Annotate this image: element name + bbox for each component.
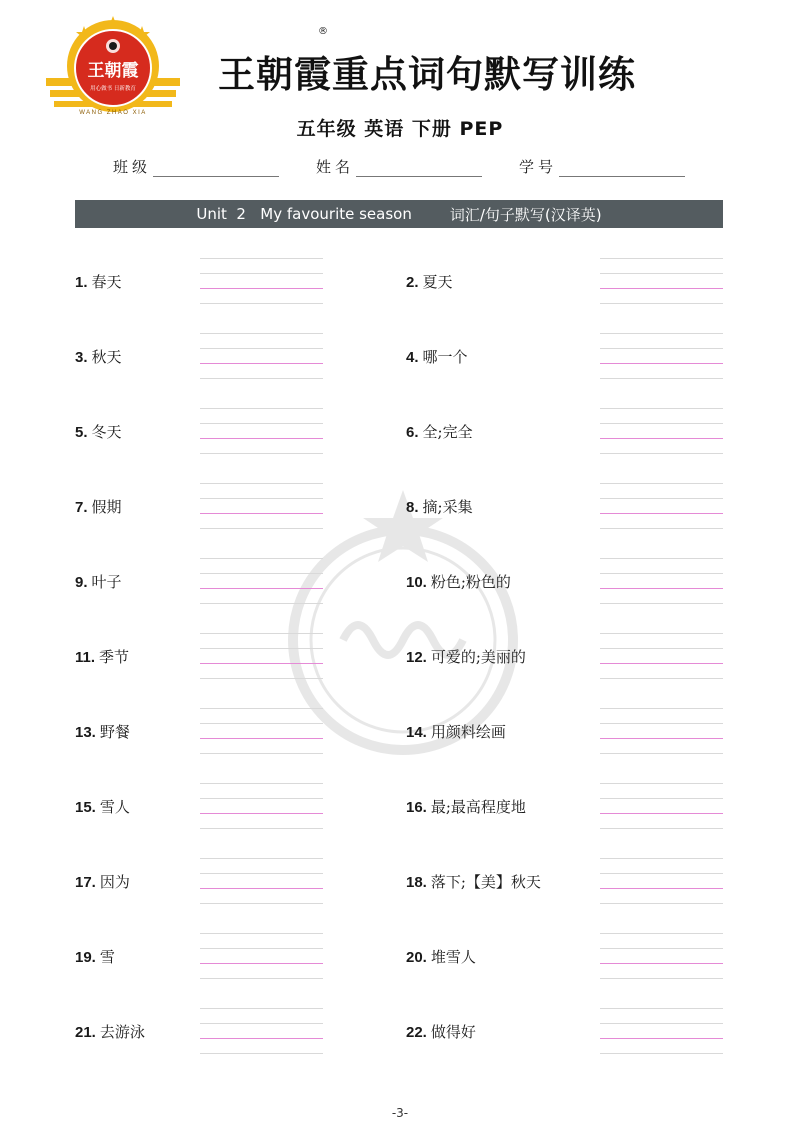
vocab-number: 6. [406,424,419,441]
vocab-entry [0,408,800,482]
vocab-chinese-text: 哪一个 [422,348,468,366]
writing-guide-line [600,573,723,574]
vocab-prompt [406,346,468,367]
writing-guide-line [600,828,723,829]
writing-baseline [600,288,723,289]
vocab-chinese-text: 堆雪人 [430,948,476,966]
writing-guide-line [600,753,723,754]
answer-writing-lines[interactable] [600,708,723,754]
writing-guide-line [600,498,723,499]
writing-guide-line [600,528,723,529]
vocab-chinese-text: 雪人 [99,798,130,816]
vocab-prompt [406,796,526,817]
brand-title: 王朝霞重点词句默写训练 [218,53,636,96]
vocab-number: 4. [406,349,419,366]
vocab-chinese-text: 雪 [99,948,115,966]
vocab-chinese-text: 可爱的;美丽的 [430,648,526,666]
vocab-prompt [406,646,526,667]
vocab-number: 2. [406,274,419,291]
name-field[interactable] [316,156,482,177]
class-blank[interactable] [153,160,279,177]
writing-guide-line [600,633,723,634]
page-subtitle: 五年级 英语 下册 PEP [296,118,504,140]
student-id-label: 学号 [519,158,558,176]
writing-guide-line [600,558,723,559]
writing-guide-line [600,873,723,874]
vocab-chinese-text: 冬天 [91,423,122,441]
answer-writing-lines[interactable] [600,333,723,379]
writing-guide-line [600,333,723,334]
vocab-entry [0,858,800,932]
writing-guide-line [600,783,723,784]
student-info-row [0,156,800,178]
writing-guide-line [600,903,723,904]
writing-guide-line [600,258,723,259]
vocab-chinese-text: 用颜料绘画 [430,723,506,741]
answer-writing-lines[interactable] [600,483,723,529]
writing-baseline [600,813,723,814]
logo-arc-text: WANG ZHAO XIA [79,110,147,116]
writing-guide-line [600,303,723,304]
writing-guide-line [600,1023,723,1024]
vocab-prompt [406,946,476,967]
vocab-chinese-text: 做得好 [430,1023,476,1041]
vocab-chinese-text: 最;最高程度地 [430,798,526,816]
vocab-entry [0,1008,800,1082]
vocab-chinese-text: 叶子 [91,573,122,591]
writing-guide-line [600,1008,723,1009]
vocab-number: 15. [75,799,96,816]
writing-baseline [600,1038,723,1039]
writing-guide-line [600,348,723,349]
vocab-number: 8. [406,499,419,516]
vocab-chinese-text: 季节 [99,648,130,666]
vocab-number: 14. [406,724,427,741]
writing-guide-line [600,678,723,679]
student-id-field[interactable] [519,156,685,177]
class-field[interactable] [113,156,279,177]
vocab-chinese-text: 全;完全 [422,423,473,441]
vocab-entry [0,933,800,1007]
writing-baseline [600,888,723,889]
writing-guide-line [600,723,723,724]
writing-baseline [600,963,723,964]
writing-baseline [600,663,723,664]
name-label: 姓名 [316,158,355,176]
vocab-prompt [406,1021,476,1042]
writing-guide-line [600,483,723,484]
writing-guide-line [600,978,723,979]
vocab-prompt [406,721,506,742]
vocab-number: 16. [406,799,427,816]
answer-writing-lines[interactable] [600,258,723,304]
name-blank[interactable] [356,160,482,177]
logo-slogan: 用心做书 日新教育 [90,86,136,92]
vocab-number: 18. [406,874,427,891]
vocab-number: 5. [75,424,88,441]
writing-guide-line [600,948,723,949]
writing-baseline [600,438,723,439]
answer-writing-lines[interactable] [600,1008,723,1054]
vocab-number: 10. [406,574,427,591]
vocab-chinese-text: 因为 [99,873,130,891]
class-label: 班级 [113,158,152,176]
vocab-chinese-text: 粉色;粉色的 [430,573,511,591]
writing-guide-line [600,273,723,274]
writing-guide-line [600,798,723,799]
writing-guide-line [600,453,723,454]
registered-mark: ® [318,26,328,37]
vocab-number: 22. [406,1024,427,1041]
vocab-entry [0,558,800,632]
writing-baseline [600,513,723,514]
vocab-entry [0,633,800,707]
writing-guide-line [600,1053,723,1054]
writing-baseline [600,588,723,589]
vocab-number: 21. [75,1024,96,1041]
answer-writing-lines[interactable] [600,783,723,829]
answer-writing-lines[interactable] [600,933,723,979]
writing-guide-line [600,933,723,934]
vocab-number: 17. [75,874,96,891]
logo-name: 王朝霞 [87,61,139,81]
vocab-chinese-text: 去游泳 [99,1023,145,1041]
vocab-chinese-text: 假期 [91,498,122,516]
vocab-chinese-text: 夏天 [422,273,453,291]
vocab-entry [0,783,800,857]
vocab-prompt [406,496,473,517]
vocab-number: 11. [75,649,96,666]
vocab-chinese-text: 秋天 [91,348,122,366]
section-header [75,200,723,228]
vocab-number: 13. [75,724,96,741]
vocab-number: 3. [75,349,88,366]
vocab-number: 7. [75,499,88,516]
vocab-prompt [406,421,473,442]
vocab-entry [0,483,800,557]
answer-writing-lines[interactable] [600,633,723,679]
writing-baseline [600,738,723,739]
writing-baseline [600,363,723,364]
writing-guide-line [600,603,723,604]
writing-guide-line [600,648,723,649]
vocab-number: 20. [406,949,427,966]
section-unit: Unit 2 My favourite season [196,205,412,223]
vocab-number: 19. [75,949,96,966]
answer-writing-lines[interactable] [600,558,723,604]
writing-guide-line [600,858,723,859]
vocab-prompt [406,571,511,592]
vocab-number: 1. [75,274,88,291]
vocab-prompt [406,871,541,892]
vocab-entry [0,333,800,407]
brand-logo [46,16,180,128]
page-number: -3- [391,1106,409,1120]
writing-guide-line [600,408,723,409]
writing-guide-line [600,378,723,379]
vocab-chinese-text: 落下;【美】秋天 [430,873,541,891]
student-id-blank[interactable] [559,160,685,177]
vocab-chinese-text: 春天 [91,273,122,291]
answer-writing-lines[interactable] [600,858,723,904]
vocab-chinese-text: 摘;采集 [422,498,473,516]
vocab-entry [0,258,800,332]
section-task: 词汇/句子默写(汉译英) [449,205,602,224]
vocab-number: 12. [406,649,427,666]
vocab-number: 9. [75,574,88,591]
vocab-chinese-text: 野餐 [99,723,130,741]
vocab-entry [0,708,800,782]
writing-guide-line [600,708,723,709]
writing-guide-line [600,423,723,424]
vocab-prompt [406,271,453,292]
answer-writing-lines[interactable] [600,408,723,454]
